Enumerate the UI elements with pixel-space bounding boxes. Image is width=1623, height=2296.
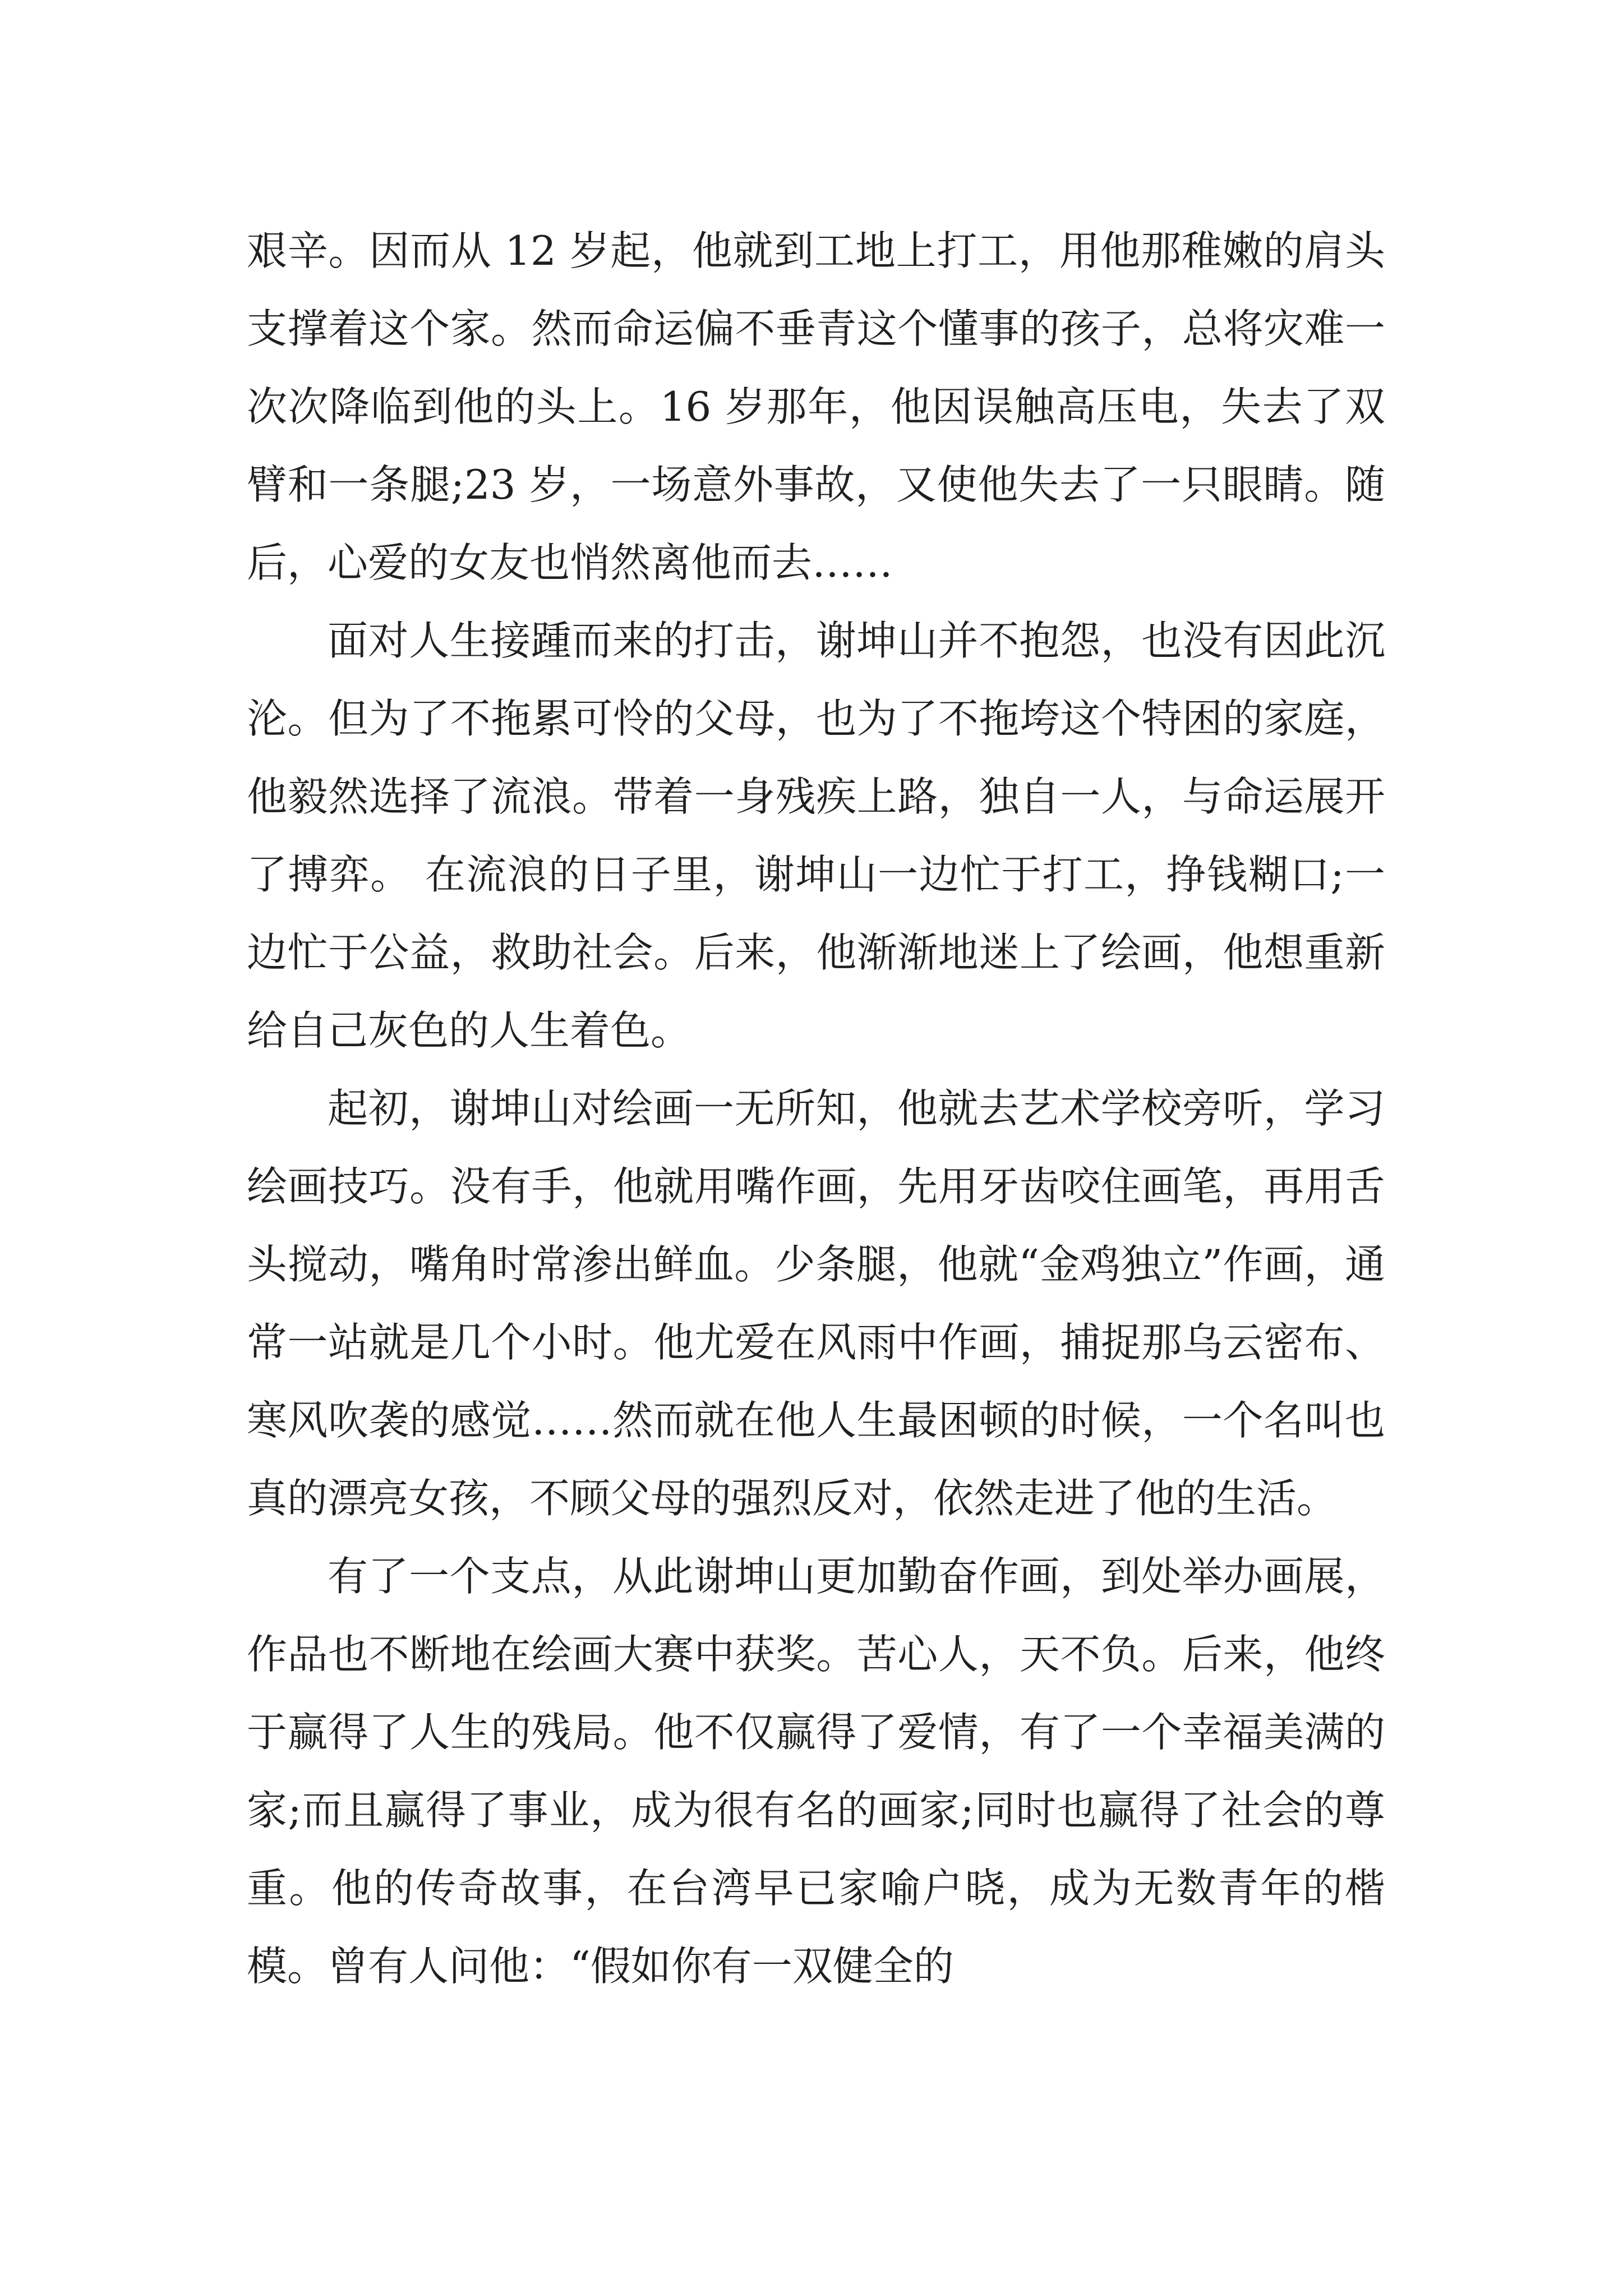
paragraph: 面对人生接踵而来的打击，谢坤山并不抱怨，也没有因此沉沦。但为了不拖累可怜的父母，也为了不拖垮这个特困的家庭，他毅然选择了流浪。带着一身残疾上路，独自一人，与命运展开了搏弈。 在流浪的日子里，谢坤山一边忙于打工，挣钱糊口;一边忙于公益，救助社会。后来，他渐渐地迷上了绘画，他想重新给自己灰色的人生着色。 (247, 617, 1385, 1054)
paragraph: 起初，谢坤山对绘画一无所知，他就去艺术学校旁听，学习绘画技巧。没有手，他就用嘴作画，先用牙齿咬住画笔，再用舌头搅动，嘴角时常渗出鲜血。少条腿，他就“金鸡独立”作画，通常一站就是几个小时。他尤爱在风雨中作画，捕捉那乌云密布、寒风吹袭的感觉……然而就在他人生最困顿的时候，一个名叫也真的漂亮女孩，不顾父母的强烈反对，依然走进了他的生活。 (247, 1085, 1385, 1522)
paragraph-continued: 艰辛。因而从 12 岁起，他就到工地上打工，用他那稚嫩的肩头支撑着这个家。然而命运偏不垂青这个懂事的孩子，总将灾难一次次降临到他的头上。16 岁那年，他因误触高压电，失去了双臂和一条腿;23 岁，一场意外事故，又使他失去了一只眼睛。随后，心爱的女友也悄然离他而去…… (247, 227, 1385, 586)
paragraph: 有了一个支点，从此谢坤山更加勤奋作画，到处举办画展，作品也不断地在绘画大赛中获奖。苦心人，天不负。后来，他终于赢得了人生的残局。他不仅赢得了爱情，有了一个幸福美满的家;而且赢得了事业，成为很有名的画家;同时也赢得了社会的尊重。他的传奇故事，在台湾早已家喻户晓，成为无数青年的楷模。曾有人问他：“假如你有一双健全的 (247, 1553, 1385, 1990)
body-text (247, 212, 1385, 2005)
